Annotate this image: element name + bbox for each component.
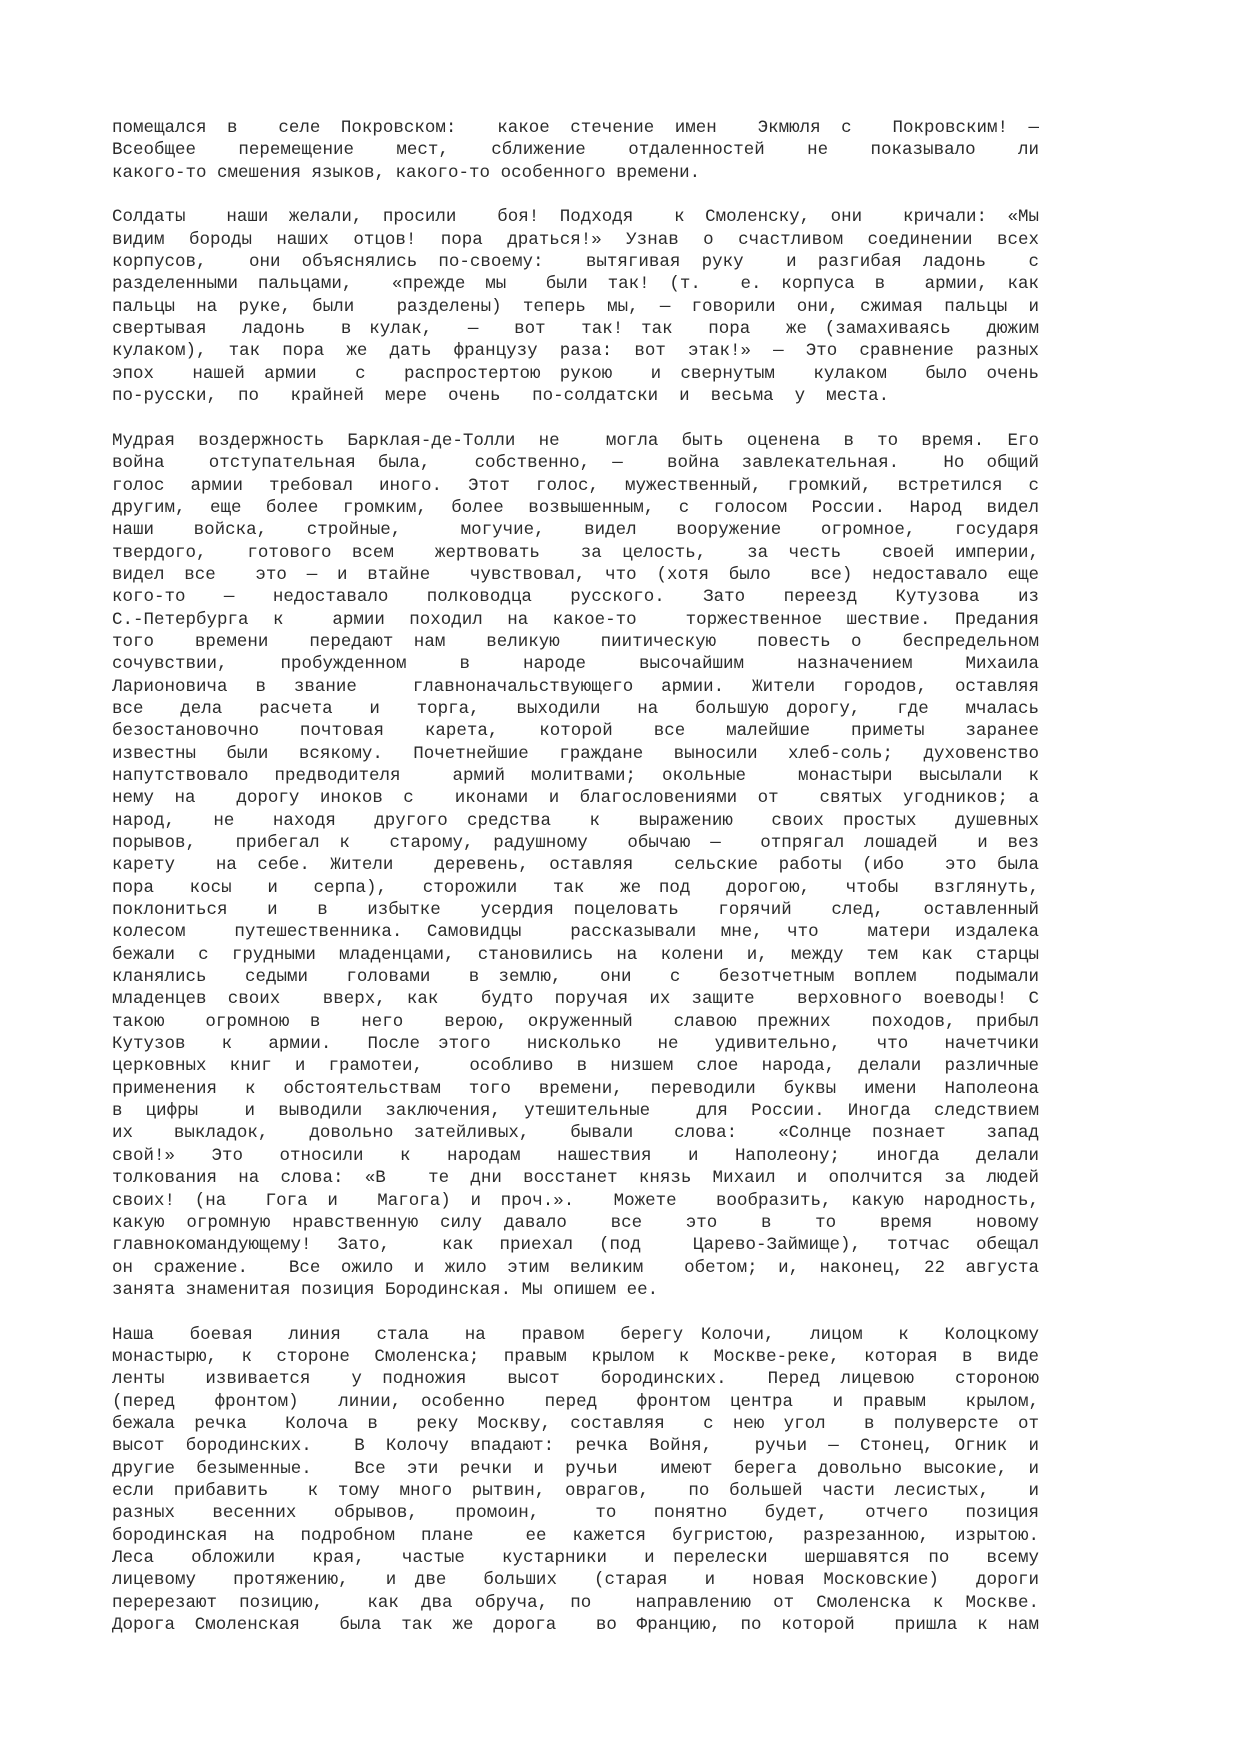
text-line: С.-Петербурга к армии походил на какое-то торжественное шествие. Предания (112, 609, 1039, 630)
text-line: Мудрая воздержность Барклая-де-Толли не могла быть оценена в то время. Его (112, 430, 1039, 451)
text-line: главнокомандующему! Зато, как приехал (под Царево-Займище), тотчас обещал (112, 1235, 1039, 1256)
text-line: Всеобщее перемещение мест, сближение отдаленностей не показывало ли (112, 140, 1039, 161)
text-line: их выкладок, довольно затейливых, бывали слова: «Солнце познает запад (112, 1123, 1039, 1144)
text-line: бежали с грудными младенцами, становились на колени и, между тем как старцы (112, 944, 1039, 965)
text-line: другие безыменные. Все эти речки и ручьи имеют берега довольно высокие, и (112, 1458, 1039, 1479)
text-line: если прибавить к тому много рытвин, оврагов, по большей части лесистых, и (112, 1480, 1039, 1501)
text-line: пальцы на руке, были разделены) теперь мы, — говорили они, сжимая пальцы и (112, 296, 1039, 317)
text-line: по-русски, по крайней мере очень по-солдатски и весьма у места. (112, 386, 890, 407)
text-line: война отступательная была, собственно, — война завлекательная. Но общий (112, 453, 1039, 474)
text-line: своих! (на Гога и Магога) и проч.». Можете вообразить, какую народность, (112, 1190, 1039, 1211)
text-line: ленты извивается у подножия высот бородинских. Перед лицевою стороною (112, 1369, 1039, 1390)
text-line: твердого, готового всем жертвовать за целость, за честь своей империи, (112, 542, 1039, 563)
paragraph (112, 1324, 1039, 1637)
text-line: безостановочно почтовая карета, которой все малейшие приметы заранее (112, 721, 1039, 742)
text-line: помещался в селе Покровском: какое стечение имен Экмюля с Покровским! — (112, 118, 1039, 138)
text-line: младенцев своих вверх, как будто поручая их защите верховного воеводы! С (112, 989, 1039, 1010)
text-line: бежала речка Колоча в реку Москву, составляя с нею угол в полуверсте от (112, 1413, 1039, 1434)
text-line: видим бороды наших отцов! пора драться!» Узнав о счастливом соединении всех (112, 229, 1039, 250)
text-line: пора косы и серпа), сторожили так же под дорогою, чтобы взглянуть, (112, 877, 1039, 898)
text-line: напутствовало предводителя армий молитвами; окольные монастыри высылали к (112, 765, 1039, 786)
text-line: монастырю, к стороне Смоленска; правым крылом к Москве-реке, которая в виде (112, 1346, 1039, 1367)
text-line: Кутузов к армии. После этого нисколько не удивительно, что начетчики (112, 1034, 1039, 1055)
paragraph (112, 117, 1039, 184)
text-line: в цифры и выводили заключения, утешительные для России. Иногда следствием (112, 1101, 1039, 1122)
text-column (112, 117, 1039, 1659)
text-line: Ларионовича в звание главноначальствующего армии. Жители городов, оставляя (112, 676, 1039, 697)
paragraph (112, 430, 1039, 1301)
text-line: такою огромною в него верою, окруженный славою прежних походов, прибыл (112, 1011, 1039, 1032)
text-line: применения к обстоятельствам того времени, переводили буквы имени Наполеона (112, 1078, 1039, 1099)
text-line: сочувствии, пробужденном в народе высочайшим назначением Михаила (112, 654, 1039, 675)
text-line: церковных книг и грамотеи, особливо в низшем слое народа, делали различные (112, 1056, 1039, 1077)
text-line: эпох нашей армии с распростертою рукою и свернутым кулаком было очень (112, 363, 1039, 384)
text-line: высот бородинских. В Колочу впадают: речка Войня, ручьи — Стонец, Огник и (112, 1436, 1039, 1457)
text-line: кого-то — недоставало полководца русского. Зато переезд Кутузова из (112, 587, 1039, 608)
text-line: нему на дорогу иноков с иконами и благословениями от святых угодников; а (112, 788, 1039, 809)
text-line: (перед фронтом) линии, особенно перед фронтом центра и правым крылом, (112, 1391, 1039, 1412)
text-line: видел все это — и втайне чувствовал, что (хотя было все) недоставало еще (112, 564, 1039, 585)
text-line: Наша боевая линия стала на правом берегу Колочи, лицом к Колоцкому (112, 1324, 1039, 1345)
text-line: другим, еще более громким, более возвышенным, с голосом России. Народ видел (112, 497, 1039, 518)
text-line: все дела расчета и торга, выходили на большую дорогу, где мчалась (112, 698, 1039, 719)
text-line: Солдаты наши желали, просили боя! Подходя к Смоленску, они кричали: «Мы (112, 207, 1039, 228)
text-line: занята знаменитая позиция Бородинская. Мы опишем ее. (112, 1279, 659, 1300)
text-line: бородинская на подробном плане ее кажется бугристою, разрезанною, изрытою. (112, 1525, 1039, 1546)
text-line: какую огромную нравственную силу давало все это в то время новому (112, 1212, 1039, 1233)
text-line: лицевому протяжению, и две больших (старая и новая Московские) дороги (112, 1570, 1039, 1591)
text-line: Леса обложили края, частые кустарники и перелески шершавятся по всему (112, 1548, 1039, 1568)
text-line: он сражение. Все ожило и жило этим великим обетом; и, наконец, 22 августа (112, 1257, 1039, 1278)
text-line: какого-то смешения языков, какого-то особенного времени. (112, 162, 701, 183)
text-line: голос армии требовал иного. Этот голос, мужественный, громкий, встретился с (112, 475, 1039, 496)
text-line: кланялись седыми головами в землю, они с безотчетным воплем подымали (112, 967, 1039, 988)
paragraph (112, 206, 1039, 407)
text-line: того времени передают нам великую пиитическую повесть о беспредельном (112, 631, 1039, 652)
text-line: известны были всякому. Почетнейшие граждане выносили хлеб-соль; духовенство (112, 743, 1039, 764)
text-line: порывов, прибегал к старому, радушному обычаю — отпрягал лошадей и вез (112, 833, 1039, 853)
text-line: наши войска, стройные, могучие, видел вооружение огромное, государя (112, 520, 1039, 541)
text-line: корпусов, они объяснялись по-своему: вытягивая руку и разгибая ладонь с (112, 252, 1039, 273)
text-line: народ, не находя другого средства к выражению своих простых душевных (112, 810, 1039, 831)
text-line: перерезают позицию, как два обруча, по направлению от Смоленска к Москве. (112, 1592, 1039, 1613)
text-line: колесом путешественника. Самовидцы рассказывали мне, что матери издалека (112, 922, 1039, 943)
text-line: толкования на слова: «В те дни восстанет князь Михаил и ополчится за людей (112, 1168, 1039, 1189)
text-line: разделенными пальцами, «прежде мы были так! (т. е. корпуса в армии, как (112, 274, 1039, 295)
text-line: кулаком), так пора же дать французу раза: вот этак!» — Это сравнение разных (112, 341, 1039, 362)
text-line: карету на себе. Жители деревень, оставляя сельские работы (ибо это была (112, 855, 1039, 876)
text-line: поклониться и в избытке усердия поцеловать горячий след, оставленный (112, 900, 1039, 921)
text-line: разных весенних обрывов, промоин, то понятно будет, отчего позиция (112, 1503, 1039, 1524)
text-line: свертывая ладонь в кулак, — вот так! так пора же (замахиваясь дюжим (112, 319, 1039, 340)
text-line: Дорога Смоленская была так же дорога во Францию, по которой пришла к нам (112, 1615, 1039, 1636)
text-line: свой!» Это относили к народам нашествия и Наполеону; иногда делали (112, 1145, 1039, 1166)
